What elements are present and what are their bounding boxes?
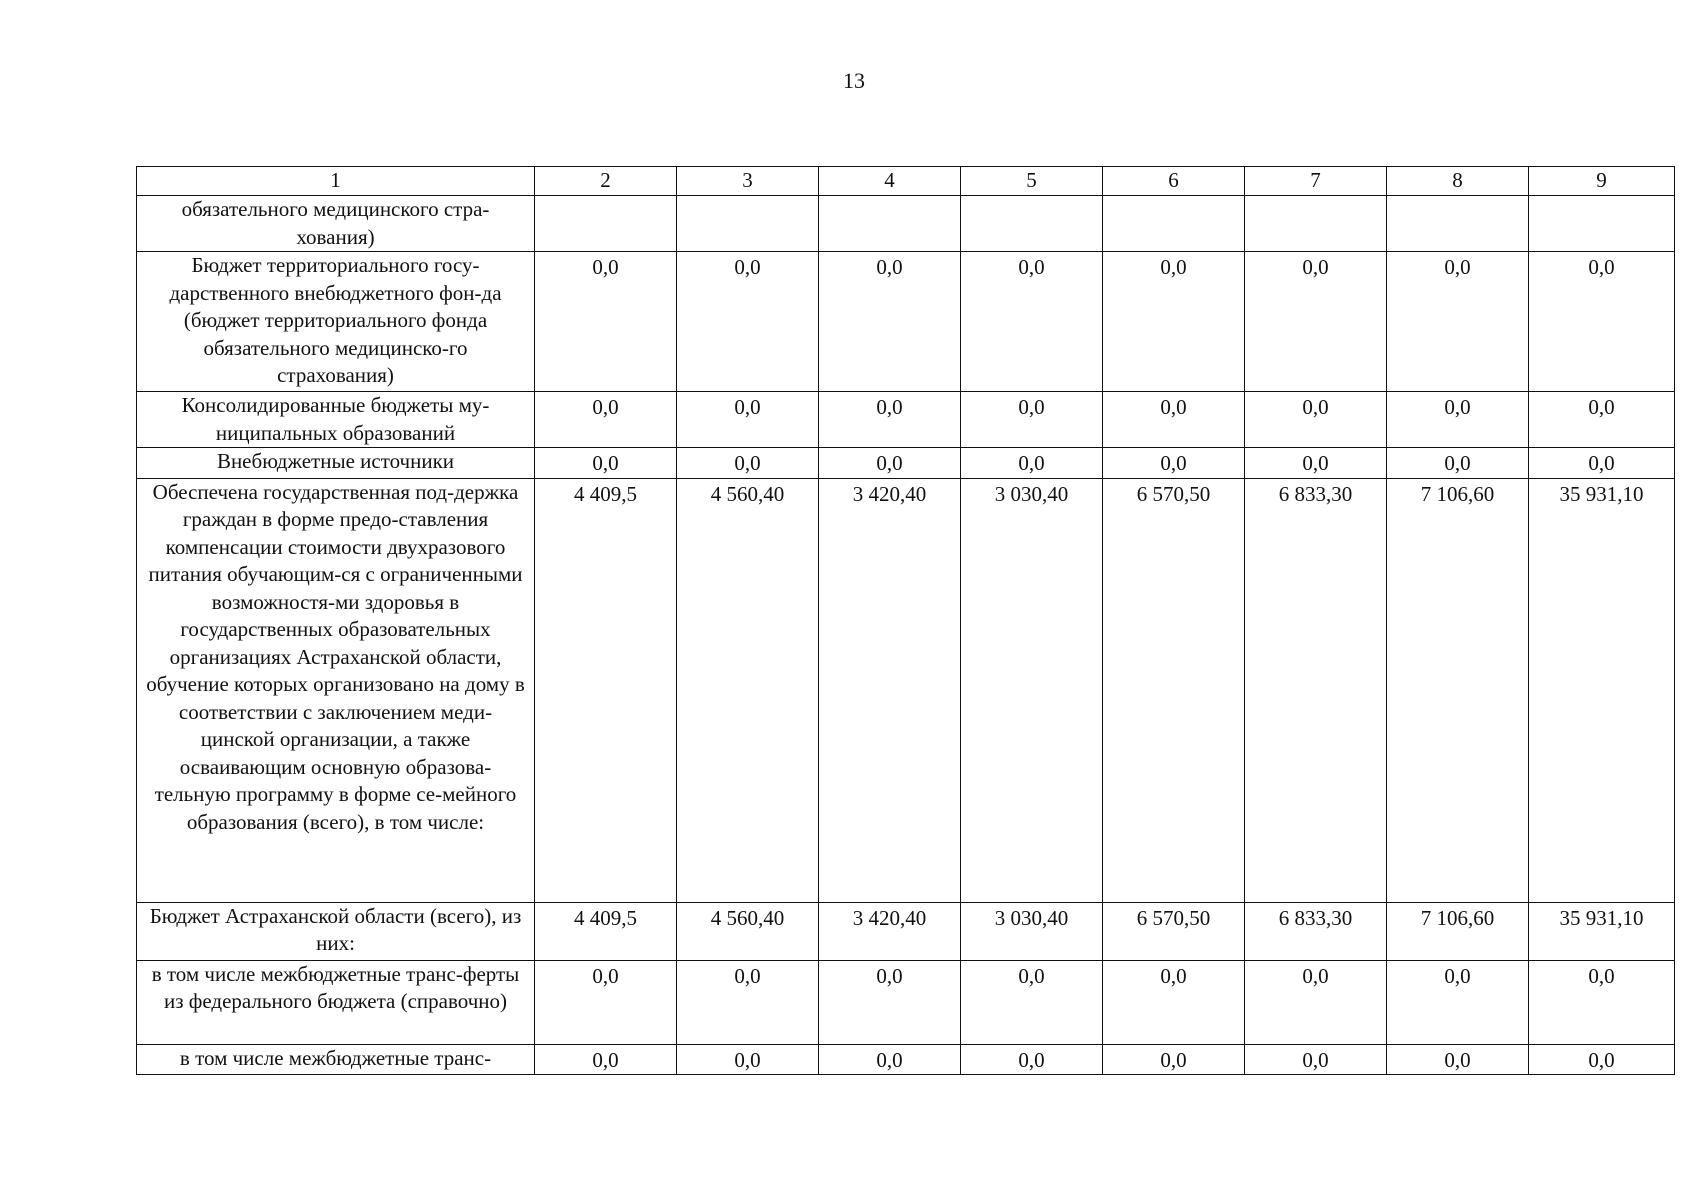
value-cell: 0,0 bbox=[1529, 392, 1675, 448]
value-cell: 0,0 bbox=[1387, 448, 1529, 479]
table-header-row bbox=[137, 167, 1675, 196]
column-header: 6 bbox=[1103, 167, 1245, 196]
value-cell bbox=[819, 196, 961, 252]
value-cell bbox=[1529, 196, 1675, 252]
value-cell: 6 833,30 bbox=[1245, 478, 1387, 902]
value-cell: 7 106,60 bbox=[1387, 478, 1529, 902]
row-label: Бюджет Астраханской области (всего), из них: bbox=[137, 902, 535, 960]
value-cell: 0,0 bbox=[1245, 448, 1387, 479]
value-cell: 0,0 bbox=[535, 392, 677, 448]
column-header: 2 bbox=[535, 167, 677, 196]
value-cell: 0,0 bbox=[961, 960, 1103, 1044]
value-cell bbox=[1387, 196, 1529, 252]
value-cell bbox=[1103, 196, 1245, 252]
value-cell: 0,0 bbox=[1245, 1044, 1387, 1075]
value-cell: 0,0 bbox=[677, 448, 819, 479]
value-cell: 0,0 bbox=[1387, 1044, 1529, 1075]
value-cell: 3 420,40 bbox=[819, 478, 961, 902]
value-cell: 6 833,30 bbox=[1245, 902, 1387, 960]
value-cell: 0,0 bbox=[1387, 392, 1529, 448]
value-cell: 0,0 bbox=[819, 960, 961, 1044]
value-cell: 0,0 bbox=[1103, 252, 1245, 392]
value-cell bbox=[1245, 196, 1387, 252]
value-cell: 0,0 bbox=[535, 960, 677, 1044]
table-row bbox=[137, 1044, 1675, 1075]
value-cell: 3 420,40 bbox=[819, 902, 961, 960]
value-cell: 4 560,40 bbox=[677, 902, 819, 960]
budget-table bbox=[136, 166, 1675, 1075]
column-header: 4 bbox=[819, 167, 961, 196]
row-label: в том числе межбюджетные транс-ферты из федерального бюджета (справочно) bbox=[137, 960, 535, 1044]
value-cell: 0,0 bbox=[819, 252, 961, 392]
table-row bbox=[137, 960, 1675, 1044]
value-cell: 0,0 bbox=[1529, 252, 1675, 392]
value-cell: 0,0 bbox=[1103, 1044, 1245, 1075]
table-row bbox=[137, 902, 1675, 960]
column-header: 3 bbox=[677, 167, 819, 196]
value-cell: 0,0 bbox=[535, 252, 677, 392]
value-cell bbox=[961, 196, 1103, 252]
value-cell: 4 409,5 bbox=[535, 902, 677, 960]
page-number: 13 bbox=[843, 68, 865, 93]
row-label: Консолидированные бюджеты му-ниципальных образований bbox=[137, 392, 535, 448]
column-header: 5 bbox=[961, 167, 1103, 196]
value-cell: 0,0 bbox=[677, 1044, 819, 1075]
value-cell: 0,0 bbox=[535, 448, 677, 479]
value-cell: 3 030,40 bbox=[961, 478, 1103, 902]
value-cell: 0,0 bbox=[677, 960, 819, 1044]
value-cell: 0,0 bbox=[961, 448, 1103, 479]
row-label: Внебюджетные источники bbox=[137, 448, 535, 479]
table-row bbox=[137, 392, 1675, 448]
value-cell: 0,0 bbox=[819, 448, 961, 479]
value-cell: 0,0 bbox=[1245, 392, 1387, 448]
value-cell: 6 570,50 bbox=[1103, 478, 1245, 902]
value-cell: 6 570,50 bbox=[1103, 902, 1245, 960]
column-header: 1 bbox=[137, 167, 535, 196]
table-row bbox=[137, 252, 1675, 392]
table-row bbox=[137, 448, 1675, 479]
value-cell: 0,0 bbox=[961, 392, 1103, 448]
row-label: Бюджет территориального госу-дарственного внебюджетного фон-да (бюджет территориального фонда обязательного медицинско-го страхования) bbox=[137, 252, 535, 392]
value-cell: 3 030,40 bbox=[961, 902, 1103, 960]
table-row bbox=[137, 478, 1675, 902]
value-cell: 0,0 bbox=[819, 1044, 961, 1075]
value-cell: 4 409,5 bbox=[535, 478, 677, 902]
value-cell: 0,0 bbox=[677, 392, 819, 448]
value-cell: 0,0 bbox=[1387, 960, 1529, 1044]
column-header: 8 bbox=[1387, 167, 1529, 196]
column-header: 7 bbox=[1245, 167, 1387, 196]
value-cell bbox=[535, 196, 677, 252]
value-cell: 0,0 bbox=[1103, 448, 1245, 479]
value-cell: 0,0 bbox=[1529, 960, 1675, 1044]
value-cell: 0,0 bbox=[961, 1044, 1103, 1075]
value-cell: 7 106,60 bbox=[1387, 902, 1529, 960]
value-cell: 0,0 bbox=[535, 1044, 677, 1075]
row-label: в том числе межбюджетные транс- bbox=[137, 1044, 535, 1075]
value-cell: 0,0 bbox=[1387, 252, 1529, 392]
value-cell: 0,0 bbox=[677, 252, 819, 392]
value-cell: 4 560,40 bbox=[677, 478, 819, 902]
value-cell: 0,0 bbox=[1103, 960, 1245, 1044]
value-cell: 35 931,10 bbox=[1529, 902, 1675, 960]
value-cell: 0,0 bbox=[1529, 1044, 1675, 1075]
value-cell: 0,0 bbox=[961, 252, 1103, 392]
table-row bbox=[137, 196, 1675, 252]
value-cell: 0,0 bbox=[1245, 960, 1387, 1044]
value-cell: 0,0 bbox=[1103, 392, 1245, 448]
row-label: обязательного медицинского стра-хования) bbox=[137, 196, 535, 252]
column-header: 9 bbox=[1529, 167, 1675, 196]
value-cell bbox=[677, 196, 819, 252]
value-cell: 0,0 bbox=[1245, 252, 1387, 392]
value-cell: 0,0 bbox=[1529, 448, 1675, 479]
value-cell: 35 931,10 bbox=[1529, 478, 1675, 902]
value-cell: 0,0 bbox=[819, 392, 961, 448]
row-label: Обеспечена государственная под-держка граждан в форме предо-ставления компенсации стоимости двухразового питания обучающим-ся с ограниченными возможностя-ми здоровья в государственных образовательных организациях Астраханской области, обучение которых организовано на дому в соответствии с заключением меди-цинской организации, а также осваивающим основную образова-тельную программу в форме се-мейного образования (всего), в том числе: bbox=[137, 478, 535, 902]
